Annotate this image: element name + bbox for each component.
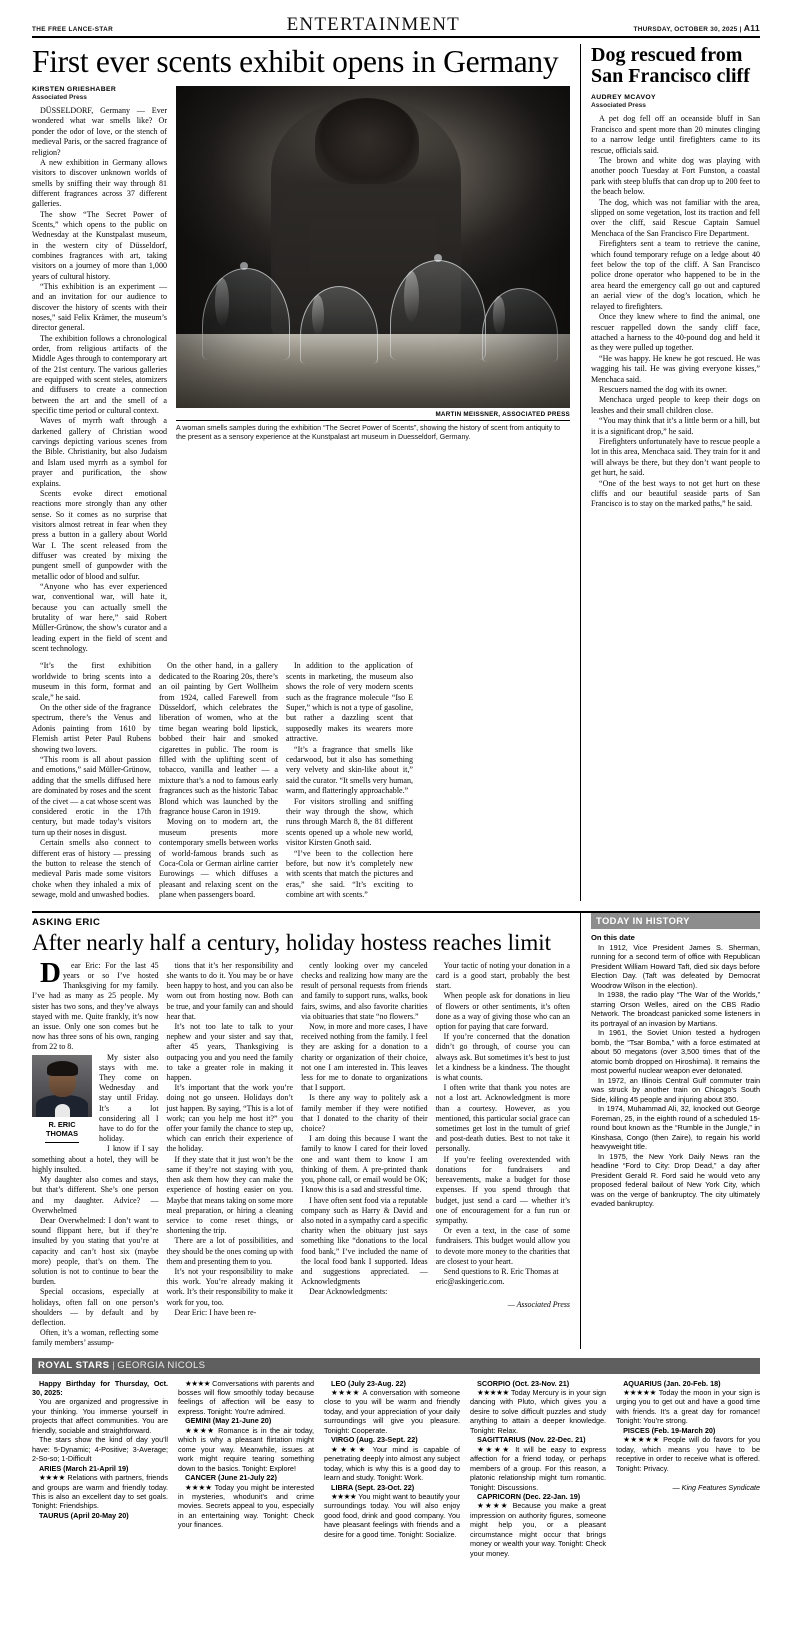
star-rating: ★★★★ bbox=[185, 1378, 210, 1388]
sign-text: Relations with partners, friends and groups are warm and friendly today. This is also an excellent day to set goals. Tonight: Friendships. bbox=[32, 1473, 169, 1511]
asking-eric-main bbox=[32, 913, 580, 1349]
paragraph: Dear Eric: I have been re- bbox=[174, 1307, 257, 1317]
paragraph: “Anyone who has ever experienced war, conventional war, will hate it, because you can actually smell the brutality of war here,” said Robert Müller-Grünow, the show’s curator and a leading expert in the field of scent and scent technology. bbox=[32, 581, 167, 653]
history-item: In 1912, Vice President James S. Sherman, running for a second term of office with Republican President William Howard Taft, died six days before Election Day. (Taft was defeated by Democrat Woodrow Wilson in the election). bbox=[591, 942, 760, 990]
paragraph: Scents evoke direct emotional reactions more strongly than any other sense. So it comes as no surprise that visitors almost retreat in fear when they press a button in a gallery about World War I. The scent released from the diffuser was created by mixing the pungent smell of gunpowder with the metallic odor of blood and sulfur. bbox=[32, 488, 167, 581]
sign-text: Romance is in the air today, which is why a pleasant flirtation might come your way. Meanwhile, issues at work might require tearing something down to the basics. Tonight: Explore! bbox=[178, 1425, 315, 1473]
royal-stars-credit: — King Features Syndicate bbox=[672, 1483, 760, 1493]
asking-eric-label: ASKING ERIC bbox=[32, 916, 101, 928]
exhibition-photo bbox=[176, 86, 570, 408]
masthead-separator: | bbox=[739, 26, 742, 33]
history-item: In 1961, the Soviet Union tested a hydrogen bomb, the “Tsar Bomba,” with a force estimated at about 50 megatons (over 3,500 times that of the atomic bomb dropped on Hiroshima). It remains the most powerful nuclear weapon ever detonated. bbox=[591, 1028, 760, 1076]
star-rating: ★★★★ bbox=[477, 1444, 511, 1454]
paragraph: Dear Eric: For the last 45 years or so I’ve hosted Thanksgiving for my family. I’ve had as many as 25 people. My sister has two sons, and they’ve always stayed with me. Quite frankly, it’s now an issue. Only one son comes but he now has three sons of his own, ranging from 22 to 8. bbox=[32, 956, 159, 1052]
masthead-date-page bbox=[633, 23, 760, 34]
section-title: ENTERTAINMENT bbox=[286, 14, 460, 35]
paragraph: Or even a text, in the case of some fundraisers. This budget would allow you to devote more money to the charities that are closest to your heart. bbox=[435, 1226, 570, 1266]
eric-credit: — Associated Press bbox=[507, 1300, 570, 1310]
sign-entry-taurus bbox=[178, 1379, 314, 1417]
lead-byline-name: KIRSTEN GRIESHABER bbox=[32, 86, 117, 94]
star-rating: ★★★★ bbox=[185, 1425, 215, 1435]
side-byline-org: Associated Press bbox=[591, 102, 646, 110]
paragraph: If they state that it just won’t be the same if they’re not staying with you, then ask them how they can make the experience of hosting easier on you. Maybe that means taking on some more meal preparation, or hiring a cleaning service to come reset things, or shortening the trip. bbox=[166, 1154, 294, 1236]
royal-stars-columns bbox=[32, 1374, 760, 1559]
royal-stars-title: ROYAL STARS bbox=[38, 1360, 110, 1372]
paragraph: On the other side of the fragrance spectrum, there’s the Venus and Adonis painting from 1610 by Flemish artist Peter Paul Rubens showing two lovers. bbox=[32, 702, 151, 754]
paragraph: Firefighters unfortunately have to rescue people a lot in this area, Menchaca said. They train for it and will always be there, but they don’t want people to get hurt, he said. bbox=[591, 436, 760, 478]
paragraph: Is there any way to politely ask a family member if they were notified that I donated to the charity of their choice? bbox=[301, 1093, 428, 1134]
sign-name-sagittarius: SAGITTARIUS (Nov. 22-Dec. 21) bbox=[477, 1435, 586, 1445]
paragraph: Certain smells also connect to different eras of history — pressing the button to release the stench of medieval Paris made some visitors choke when they inhaled a mix of sewage, mold and unwashed bodies. bbox=[32, 838, 151, 900]
paragraph: In addition to the application of scents in marketing, the museum also shows the role of very modern scents such as the fragrance molecule “Iso E Super,” which is not a type of gasoline, but rather a dazzling scent that supposedly makes its wearers more attractive. bbox=[286, 661, 413, 744]
sign-name-aquarius: AQUARIUS (Jan. 20-Feb. 18) bbox=[623, 1378, 721, 1388]
paragraph: “It’s the first exhibition worldwide to bring scents into a museum in this form, format and scale,” he said. bbox=[32, 661, 151, 702]
horoscope-column-4 bbox=[470, 1379, 616, 1559]
today-in-history-block bbox=[580, 913, 760, 1349]
sign-name-pisces: PISCES (Feb. 19-March 20) bbox=[623, 1425, 716, 1435]
sign-entry-pisces bbox=[616, 1435, 760, 1473]
avatar bbox=[32, 1055, 92, 1117]
sign-text: It will be easy to express affection for a friend today, or perhaps members of a group. For this reason, a platonic relationship might turn romantic. Tonight: Discussions. bbox=[470, 1444, 607, 1492]
sign-text: Conversations with parents and bosses will flow smoothly today because feelings of affection will be easy to express. Tonight: You’re admired. bbox=[178, 1378, 315, 1416]
sign-entry-aries bbox=[32, 1473, 168, 1511]
history-item: In 1938, the radio play “The War of the Worlds,” starring Orson Welles, aired on the CBS Radio Network. The broadcast panicked some listeners in its portrayal of an invasion by Martians. bbox=[591, 990, 760, 1028]
sign-name-gemini: GEMINI (May 21-June 20) bbox=[185, 1416, 272, 1426]
paper-name: THE FREE LANCE-STAR bbox=[32, 26, 114, 33]
royal-stars-separator: | bbox=[112, 1360, 115, 1372]
sign-name-taurus: TAURUS (April 20-May 20) bbox=[39, 1510, 129, 1520]
star-rating: ★★★★★ bbox=[477, 1388, 509, 1397]
lead-story-column-3 bbox=[159, 661, 286, 900]
paragraph: “One of the best ways to not get hurt on these cliffs and our beautiful seaside parts of San Francisco is to stay on the marked paths,” he said. bbox=[591, 478, 760, 509]
author-name-line1: R. ERIC bbox=[48, 1119, 76, 1129]
sign-text: People will do favors for you today, which means you have to be receptive in order to receive what is offered. Tonight: Privacy. bbox=[616, 1435, 760, 1473]
photo-vignette bbox=[176, 86, 570, 408]
paragraph: Dear Overwhelmed: I don’t want to sound flippant here, but if they’re insulted by you stating that you’re at capacity and can’t host six (maybe more) people, that’s on them. The solution is not to continue to bear the burden. bbox=[32, 1215, 159, 1287]
horoscope-column-2 bbox=[178, 1379, 324, 1559]
paragraph: “He was happy. He knew he got rescued. He was wagging his tail. He was giving everyone kisses,” Menchaca said. bbox=[591, 353, 760, 384]
side-story-block bbox=[580, 44, 760, 901]
star-rating: ★★★★★ bbox=[623, 1435, 660, 1445]
sign-entry-leo bbox=[324, 1388, 460, 1435]
star-rating: ★★★★ bbox=[331, 1388, 360, 1397]
lead-story-upper bbox=[32, 86, 570, 654]
royal-stars-header bbox=[32, 1358, 760, 1374]
issue-date: THURSDAY, OCTOBER 30, 2025 bbox=[633, 26, 738, 33]
lead-story-photo-block bbox=[176, 86, 570, 654]
paragraph: My sister also stays with me. They come on Wednesday and stay until Friday. It’s a lot considering all I have to do for the holiday. bbox=[99, 1052, 159, 1144]
sign-name-leo: LEO (July 23-Aug. 22) bbox=[331, 1378, 406, 1388]
sign-name-cancer: CANCER (June 21-July 22) bbox=[185, 1473, 277, 1483]
page-number: A11 bbox=[743, 23, 760, 33]
star-rating-legend: The stars show the kind of day you’ll have: 5-Dynamic; 4-Positive; 3-Average; 2-So-so; 1-Difficult bbox=[32, 1435, 169, 1464]
paragraph: “This room is all about passion and emotions,” said Müller-Grünow, adding that the smells diffused here are dominated by roses and the scent of the civet — a cat whose scent was considered erotic in the 17th century, but made today’s visitors turn up their noses in disgust. bbox=[32, 755, 151, 837]
asking-eric-headline: After nearly half a century, holiday hostess reaches limit bbox=[32, 929, 552, 955]
paragraph: The dog, which was not familiar with the area, slipped on some vegetation, lost its traction and fell over the cliff, said Rescue Captain Samuel Menchaca of the San Francisco Fire Department. bbox=[591, 197, 760, 238]
paragraph: When people ask for donations in lieu of flowers or other sentiments, it’s often done as a way of giving those who can an option for paying that care forward. bbox=[435, 991, 570, 1032]
sign-text: Because you make a great impression on authority figures, someone might help you, or a pleasant circumstance might occur that brings money or wealth your way. Tonight: Check your money. bbox=[470, 1501, 607, 1558]
paragraph: Your tactic of noting your donation in a card is a good start, probably the best start. bbox=[435, 960, 570, 991]
sign-text: Your mind is capable of penetrating deeply into almost any subject today, which is why this is a good day to learn and study. Tonight: Work. bbox=[324, 1444, 461, 1483]
today-in-history-header: TODAY IN HISTORY bbox=[591, 913, 760, 929]
sign-entry-sagittarius bbox=[470, 1445, 606, 1492]
asking-eric-column-3 bbox=[301, 961, 436, 1349]
asking-eric-columns bbox=[32, 956, 570, 1349]
paragraph: If you’re concerned that the donation didn’t go through, of course you can always ask. But sometimes it’s best to just let a kindness be a kindness. The thought is what counts. bbox=[435, 1032, 570, 1083]
sign-name-capricorn: CAPRICORN (Dec. 22-Jan. 19) bbox=[477, 1491, 581, 1501]
paragraph: It’s not too late to talk to your nephew and your sister and say that, after 45 years, Thanksgiving is outpacing you and you need the family to take a greater role in making it happen. bbox=[166, 1022, 294, 1083]
paragraph: Rescuers named the dog with its owner. bbox=[599, 384, 728, 394]
star-rating: ★★★★★ bbox=[623, 1388, 657, 1397]
sign-entry-virgo bbox=[324, 1445, 460, 1483]
side-byline-name: AUDREY MCAVOY bbox=[591, 94, 656, 102]
photo-credit: MARTIN MEISSNER, ASSOCIATED PRESS bbox=[435, 411, 570, 419]
sign-entry-aquarius bbox=[616, 1388, 760, 1426]
side-story-headline: Dog rescued from San Francisco cliff bbox=[591, 44, 750, 88]
paragraph: Often, it’s a woman, reflecting some family members’ assump- bbox=[32, 1328, 159, 1348]
birthday-headline: Happy Birthday for Thursday, Oct. 30, 2025: bbox=[32, 1378, 169, 1397]
asking-eric-column-4 bbox=[436, 961, 570, 1349]
paragraph: Waves of myrrh waft through a darkened gallery of Christian wood carvings depicting various scenes from the Bible. Christianity, but also Judaism and Islam used myrrh as a symbol for prayer and purification, the show explains. bbox=[32, 416, 167, 488]
sign-entry-libra bbox=[324, 1492, 460, 1539]
star-rating: ★★★★ bbox=[331, 1491, 357, 1501]
eric-contact-line[interactable]: Send questions to R. Eric Thomas at eric@askingeric.com. bbox=[435, 1266, 559, 1287]
asking-eric-block bbox=[32, 913, 760, 1349]
avatar-shirt bbox=[55, 1104, 70, 1117]
paragraph: “I’ve been to the collection here before, but now it’s completely new with scents that match the pictures and eras,” she said. “It’s exciting to combine art with scents.” bbox=[286, 848, 413, 900]
paragraph: I know if I say something about a hotel, they will be highly insulted. bbox=[32, 1144, 159, 1174]
sign-name-virgo: VIRGO (Aug. 23-Sept. 22) bbox=[331, 1435, 418, 1445]
horoscope-column-3 bbox=[324, 1379, 470, 1559]
author-mugshot-block bbox=[32, 1055, 92, 1147]
paragraph: Special occasions, especially at holidays, often fall on one person’s shoulders — by default and by deflection. bbox=[32, 1287, 159, 1327]
paragraph: There are a lot of possibilities, and they should be the ones coming up with them and presenting them to you. bbox=[166, 1236, 294, 1266]
mugshot-divider bbox=[45, 1142, 79, 1143]
paragraph: Menchaca urged people to keep their dogs on leashes and their small children close. bbox=[591, 395, 760, 415]
paragraph: “It’s a fragrance that smells like cedarwood, but it also has something very velvety and skin-like about it,” said the curator. “It smells very human, warm, and flatteringly approachable.” bbox=[286, 744, 413, 796]
sign-text: You might want to beautify your surroundings today. You will also enjoy good food, drink and good company. You have pleasant feelings with friends and a desire for a good time. Tonight: Socialize. bbox=[324, 1491, 461, 1539]
sign-name-scorpio: SCORPIO (Oct. 23-Nov. 21) bbox=[477, 1378, 570, 1388]
sign-text: Today the moon in your sign is urging you to get out and have a good time with friends. It’s a great day for romance! Tonight: You’re strong. bbox=[616, 1388, 760, 1426]
paragraph: My daughter also comes and stays, but that’s different. She’s one person and my daughter. Advice? — Overwhelmed bbox=[32, 1175, 159, 1215]
today-in-history-subhead: On this date bbox=[591, 932, 635, 942]
paragraph: tions that it’s her responsibility and she wants to do it. You may be or have been happy to host, and you can also be worn out from hosting now. Both can be true, and your family can and should hear that. bbox=[166, 960, 294, 1021]
paragraph: The show “The Secret Power of Scents,” which opens to the public on Wednesday at the Kunstpalast museum, in the western city of Düsseldorf, combines fragrances with art, taking visitors on a journey of more than 1,000 years of cultural history. bbox=[32, 209, 167, 281]
sign-text: A conversation with someone close to you will be warm and friendly today, and your appreciation of your daily surroundings will give you pleasure. Tonight: Cooperate. bbox=[324, 1388, 461, 1435]
star-rating: ★★★★ bbox=[477, 1501, 509, 1511]
paragraph: “This exhibition is an experiment — and an invitation for our audience to discover the history of scents with their noses,” said Felix Krämer, the museum’s director general. bbox=[32, 281, 167, 333]
star-rating: ★★★★ bbox=[39, 1473, 65, 1483]
avatar-hair bbox=[47, 1061, 78, 1076]
royal-stars-author: GEORGIA NICOLS bbox=[117, 1360, 206, 1372]
lead-story-column-1 bbox=[32, 86, 176, 654]
paragraph: Now, in more and more cases, I have received nothing from the family. I feel they are asking for a donation to a charity or organization of their choice, not one I am interested in. This leaves less for me to donate to organizations that I support. bbox=[301, 1022, 428, 1093]
paragraph: On the other hand, in a gallery dedicated to the Roaring 20s, there’s an oil painting by Gert Wollheim from 1924, called Farewell from Düsseldorf, which celebrates the liberation of women, who at the time began wearing bold lipstick, bobbed their hair and smoked cigarettes in public. The room is filled with the uplifting scent of tobacco, vanilla and leather — a mixture that’s a nod to famous early fragrances such as the historic Tabac Blond which was launched by the fragrance house Caron in 1919. bbox=[159, 661, 278, 817]
sign-text: Today you might be interested in mysteries, whodunit’s and crime movies. Secrets appeal to you, especially in an entertaining way. Tonight: Check your finances. bbox=[178, 1482, 315, 1530]
sign-entry-cancer bbox=[178, 1483, 314, 1530]
paragraph: Firefighters sent a team to retrieve the canine, which found temporary refuge on a ledge about 40 feet below the top of the cliff. A San Francisco police drone operator who happened to be in the area heard the emergency call go out and captured an aerial view of the dog’s location, which he relayed to firefighters. bbox=[591, 239, 760, 311]
horoscope-column-1 bbox=[32, 1379, 178, 1559]
horoscope-column-5 bbox=[616, 1379, 760, 1559]
paragraph: For visitors strolling and sniffing their way through the show, which runs through March 8, the 81 different scents opened up a whole new world, visitor Kirsten Gnoth said. bbox=[286, 796, 413, 848]
paragraph: It’s not your responsibility to make this work. You’re already making it work. It’s their responsibility to make it work for you, too. bbox=[166, 1266, 294, 1307]
paragraph: A new exhibition in Germany allows visitors to discover unknown worlds of smells by sniffing their way through 81 different fragrances across 37 different galleries. bbox=[32, 157, 167, 209]
photo-caption: A woman smells samples during the exhibition “The Secret Power of Scents”, showing the history of scent from antiquity to the present as a sensory experience at the Kunstpalast art museum in Duesseldorf, Germany. bbox=[176, 420, 570, 442]
paragraph: A pet dog fell off an oceanside bluff in San Francisco and spent more than 20 minutes clinging to a narrow ledge until firefighters came to its rescue, officials said. bbox=[591, 114, 760, 155]
page-masthead bbox=[32, 0, 760, 36]
sign-text: Today Mercury is in your sign dancing with Pluto, which gives you a desire to solve difficult puzzles and study anything to attain a deeper knowledge. Tonight: Relax. bbox=[470, 1388, 607, 1435]
paragraph: The brown and white dog was playing with another pooch Tuesday at Fort Funston, a coastal park with steep bluffs that can drop up to 200 feet to the beach below. bbox=[591, 156, 760, 197]
lead-story-block bbox=[32, 38, 760, 901]
author-name-line2: THOMAS bbox=[45, 1128, 79, 1138]
lead-story-headline: First ever scents exhibit opens in Germany bbox=[32, 44, 559, 79]
sign-entry-gemini bbox=[178, 1426, 314, 1473]
lead-story-column-4 bbox=[286, 661, 413, 900]
sign-name-libra: LIBRA (Sept. 23-Oct. 22) bbox=[331, 1482, 415, 1492]
lead-byline-org: Associated Press bbox=[32, 94, 87, 102]
history-item: In 1974, Muhammad Ali, 32, knocked out George Foreman, 25, in the eighth round of a scheduled 15-round bout known as the “Rumble in the Jungle,” in Kinshasa, Congo (then Zaire), to regain his world heavyweight title. bbox=[591, 1104, 760, 1152]
paragraph: cently looking over my canceled checks and realizing how many are the result of personal requests from friends and family to support runs, walks, book fairs, swims, and also favorite charities via obituaries that state “no flowers.” bbox=[301, 960, 428, 1021]
paragraph: Once they knew where to find the animal, one rescuer rappelled down the sandy cliff face, attached a harness to the 40-pound dog and held it as they were pulled up together. bbox=[591, 312, 760, 353]
royal-stars-block bbox=[32, 1358, 760, 1559]
paragraph: I am doing this because I want the family to know I cared for their loved one and want them to know I am thinking of them. A pre-printed thank you, phone call, or email would be OK; I know this is a sad and stressful time. bbox=[301, 1134, 428, 1195]
asking-eric-column-2 bbox=[167, 961, 302, 1349]
paragraph: I often write that thank you notes are not a lost art. Acknowledgment is more than a courtesy. However, as you mentioned, this particular social grace can sometimes get lost in the tumult of grief and post-death duties. Best to not take it personally. bbox=[435, 1083, 570, 1154]
lead-story-column-2 bbox=[32, 661, 159, 900]
paragraph: Moving on to modern art, the museum presents more contemporary smells between works of world-famous brands such as Coca-Cola or German airline carrier Eurowings — which diffuses a pleasant and relaxing scent on the plane when passengers board. bbox=[159, 817, 278, 900]
sign-entry-scorpio bbox=[470, 1388, 606, 1435]
paragraph: If you’re feeling overextended with donations for fundraisers and bereavements, make a budget for those expenses. If you spend through that budget, just send a card — whether it’s one of encouragement for a fun run or sympathy. bbox=[435, 1154, 570, 1225]
sign-name-aries: ARIES (March 21-April 19) bbox=[39, 1463, 129, 1473]
paragraph: I have often sent food via a reputable company such as Harry & David and also noted in a sympathy card a specific charity when the obituary just says something like “donations to the local food bank,” I’ve included the name of the local food bank I supported. Ideas and suggestions appreciated. — Acknowledgments bbox=[301, 1195, 428, 1287]
paragraph: DÜSSELDORF, Germany — Ever wondered what war smells like? Or ponder the odor of love, or the stench of medieval Paris, or the sacred fragrance of religion? bbox=[32, 106, 167, 157]
lead-story-lower-columns bbox=[32, 654, 570, 900]
sign-entry-capricorn bbox=[470, 1501, 606, 1558]
asking-eric-column-1 bbox=[32, 956, 167, 1349]
lead-story-main bbox=[32, 44, 580, 901]
history-item: In 1972, an Illinois Central Gulf commuter train was struck by another train on Chicago’s South Side, killing 45 people and injuring about 350. bbox=[591, 1075, 760, 1104]
paragraph: “You may think that it’s a little berm or a hill, but it is a significant drop,” he said. bbox=[591, 416, 760, 436]
paragraph: The exhibition follows a chronological order, from religious artifacts of the Middle Ages through to contemporary art of the 21st century. The various galleries are equipped with scent steles, atomizers and diffusers to create a connection between the art and the smell of a specific time period or cultural context. bbox=[32, 333, 167, 416]
birthday-text: You are organized and progressive in your thinking. You immerse yourself in projects that affect communities. You are friendly, sociable and straightforward. bbox=[32, 1397, 169, 1435]
paragraph: It’s important that the work you’re doing not go unseen. Holidays don’t just happen. By saying, “This is a lot of work; can you help me host it?” you offer your family the chance to step up, which can enrich their experience of the holiday. bbox=[166, 1083, 294, 1154]
star-rating: ★★★★ bbox=[331, 1444, 368, 1454]
history-item: In 1975, the New York Daily News ran the headline “Ford to City: Drop Dead,” a day after President Gerald R. Ford said he would veto any proposed federal bailout of New York City, which was on the verge of bankruptcy. The city ultimately evaded bankruptcy. bbox=[591, 1151, 760, 1209]
paragraph: Dear Acknowledgments: bbox=[309, 1287, 388, 1297]
star-rating: ★★★★ bbox=[185, 1482, 213, 1492]
